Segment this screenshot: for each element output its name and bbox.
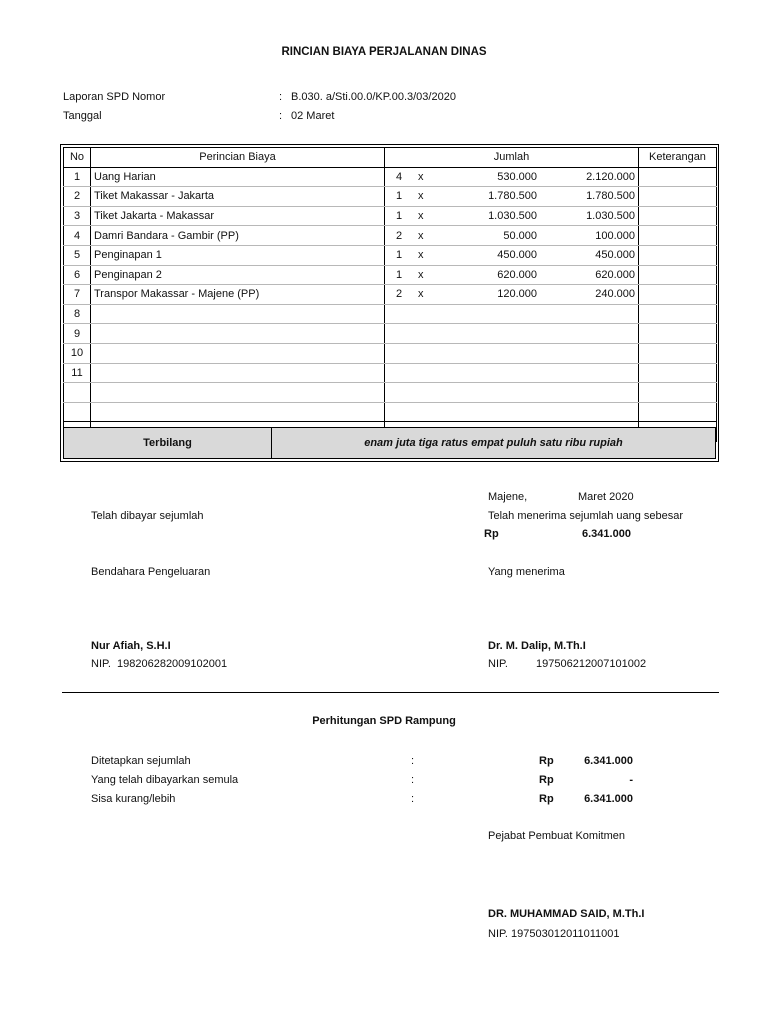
settlement-currency-2: Rp	[539, 774, 554, 786]
row-times: x	[418, 268, 424, 281]
table-row	[64, 285, 717, 305]
row-total: 1.780.500	[586, 190, 635, 203]
row-note	[639, 363, 717, 383]
row-times: x	[418, 170, 424, 183]
receiver-nip: 197506212007101002	[536, 658, 647, 670]
row-amount	[385, 343, 639, 363]
row-no: 5	[64, 245, 91, 265]
cost-table-frame	[60, 144, 719, 462]
row-qty: 1	[396, 249, 403, 262]
row-amount	[385, 304, 639, 324]
row-price: 50.000	[503, 229, 537, 242]
settlement-label-2: Yang telah dibayarkan semula	[91, 774, 239, 786]
table-row	[64, 324, 717, 344]
row-no: 3	[64, 206, 91, 226]
table-row	[64, 304, 717, 324]
date-label: Tanggal	[63, 110, 102, 122]
header-note: Keterangan	[639, 148, 717, 168]
row-item	[91, 383, 385, 403]
row-times: x	[418, 288, 424, 301]
settlement-value-3: 6.341.000	[584, 793, 633, 805]
row-note	[639, 167, 717, 187]
row-price: 1.030.500	[488, 210, 537, 223]
row-item: Transpor Makassar - Majene (PP)	[91, 285, 385, 305]
row-note	[639, 187, 717, 207]
receiver-name: Dr. M. Dalip, M.Th.I	[488, 640, 586, 652]
received-currency: Rp	[484, 528, 499, 540]
table-row	[64, 343, 717, 363]
settlement-colon-1: :	[411, 755, 415, 767]
document-title: RINCIAN BIAYA PERJALANAN DINAS	[281, 46, 487, 58]
table-row	[64, 383, 717, 403]
row-item: Penginapan 1	[91, 245, 385, 265]
row-note	[639, 285, 717, 305]
row-no	[64, 383, 91, 403]
settlement-value-1: 6.341.000	[584, 755, 633, 767]
row-qty: 4	[396, 170, 403, 183]
row-item	[91, 304, 385, 324]
table-row	[64, 187, 717, 207]
header-amount: Jumlah	[385, 148, 639, 168]
row-note	[639, 206, 717, 226]
spd-number-colon: :	[279, 91, 283, 103]
row-qty: 1	[396, 210, 403, 223]
row-item: Tiket Jakarta - Makassar	[91, 206, 385, 226]
row-item: Uang Harian	[91, 167, 385, 187]
row-total: 1.030.500	[586, 210, 635, 223]
row-no: 4	[64, 226, 91, 246]
settlement-currency-3: Rp	[539, 793, 554, 805]
row-price: 450.000	[497, 249, 537, 262]
treasurer-nip-label: NIP.	[91, 658, 111, 670]
terbilang-value: enam juta tiga ratus empat puluh satu ribu rupiah	[364, 437, 623, 449]
row-item: Damri Bandara - Gambir (PP)	[91, 226, 385, 246]
row-note	[639, 304, 717, 324]
place-text: Majene,	[488, 491, 528, 503]
received-text: Telah menerima sejumlah uang sebesar	[488, 510, 684, 522]
row-no: 10	[64, 343, 91, 363]
row-amount	[385, 167, 639, 187]
row-total: 2.120.000	[586, 170, 635, 183]
row-times: x	[418, 229, 424, 242]
row-note	[639, 383, 717, 403]
row-note	[639, 226, 717, 246]
row-item	[91, 402, 385, 422]
table-row	[64, 206, 717, 226]
row-note	[639, 343, 717, 363]
spd-number-label: Laporan SPD Nomor	[63, 91, 166, 103]
row-total: 100.000	[595, 229, 635, 242]
official-role: Pejabat Pembuat Komitmen	[488, 830, 625, 842]
row-price: 1.780.500	[488, 190, 537, 203]
row-amount	[385, 187, 639, 207]
row-note	[639, 245, 717, 265]
table-row	[64, 245, 717, 265]
row-amount	[385, 206, 639, 226]
row-amount	[385, 402, 639, 422]
receiver-nip-label: NIP.	[488, 658, 508, 670]
row-no: 9	[64, 324, 91, 344]
row-times: x	[418, 210, 424, 223]
row-price: 620.000	[497, 268, 537, 281]
row-amount	[385, 363, 639, 383]
row-amount	[385, 265, 639, 285]
row-item	[91, 324, 385, 344]
row-no	[64, 402, 91, 422]
receiver-role: Yang menerima	[488, 566, 565, 578]
row-no: 8	[64, 304, 91, 324]
row-amount	[385, 383, 639, 403]
row-amount	[385, 285, 639, 305]
row-no: 1	[64, 167, 91, 187]
row-total: 620.000	[595, 268, 635, 281]
month-year-text: Maret 2020	[578, 491, 634, 503]
spd-number-value: B.030. a/Sti.00.0/KP.00.3/03/2020	[291, 91, 456, 103]
row-item: Tiket Makassar - Jakarta	[91, 187, 385, 207]
paid-text: Telah dibayar sejumlah	[91, 510, 204, 522]
row-times: x	[418, 190, 424, 203]
settlement-label-3: Sisa kurang/lebih	[91, 793, 176, 805]
settlement-title: Perhitungan SPD Rampung	[312, 715, 456, 727]
row-note	[639, 402, 717, 422]
row-no: 11	[64, 363, 91, 383]
table-row	[64, 402, 717, 422]
row-note	[639, 324, 717, 344]
settlement-value-2: -	[629, 774, 633, 786]
date-value: 02 Maret	[291, 110, 335, 122]
cost-table	[63, 147, 717, 442]
row-qty: 1	[396, 190, 403, 203]
row-no: 7	[64, 285, 91, 305]
official-name: DR. MUHAMMAD SAID, M.Th.I	[488, 908, 645, 920]
divider-line	[62, 692, 719, 693]
row-no: 2	[64, 187, 91, 207]
row-total: 450.000	[595, 249, 635, 262]
header-item: Perincian Biaya	[91, 148, 385, 168]
table-row	[64, 226, 717, 246]
row-no: 6	[64, 265, 91, 285]
row-amount	[385, 226, 639, 246]
received-value: 6.341.000	[582, 528, 631, 540]
treasurer-nip: 198206282009102001	[117, 658, 228, 670]
table-row	[64, 265, 717, 285]
row-total: 240.000	[595, 288, 635, 301]
treasurer-role: Bendahara Pengeluaran	[91, 566, 211, 578]
settlement-label-1: Ditetapkan sejumlah	[91, 755, 191, 767]
row-qty: 2	[396, 229, 403, 242]
terbilang-row	[63, 427, 716, 459]
row-qty: 2	[396, 288, 403, 301]
row-price: 120.000	[497, 288, 537, 301]
row-note	[639, 265, 717, 285]
treasurer-name: Nur Afiah, S.H.I	[91, 640, 171, 652]
row-amount	[385, 245, 639, 265]
row-qty: 1	[396, 268, 403, 281]
terbilang-label: Terbilang	[64, 428, 272, 458]
table-row	[64, 363, 717, 383]
row-item: Penginapan 2	[91, 265, 385, 285]
date-colon: :	[279, 110, 283, 122]
row-times: x	[418, 249, 424, 262]
settlement-colon-3: :	[411, 793, 415, 805]
table-header-row	[64, 148, 717, 168]
table-row	[64, 167, 717, 187]
settlement-currency-1: Rp	[539, 755, 554, 767]
row-item	[91, 363, 385, 383]
row-item	[91, 343, 385, 363]
row-price: 530.000	[497, 170, 537, 183]
header-no: No	[64, 148, 91, 168]
official-nip: NIP. 197503012011011001	[488, 928, 620, 940]
row-amount	[385, 324, 639, 344]
settlement-colon-2: :	[411, 774, 415, 786]
